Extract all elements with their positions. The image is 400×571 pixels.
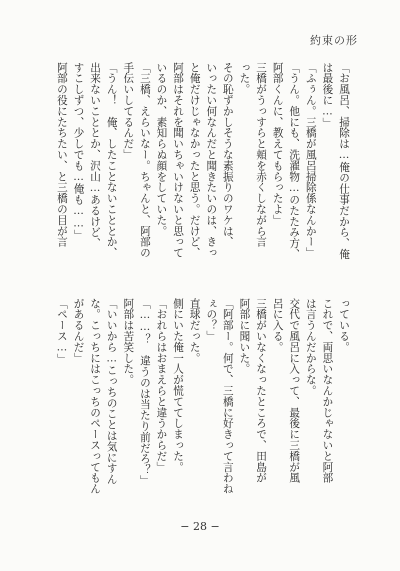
text-line: 三橋がうっすらと頬を赤くしながら言 [255,62,268,248]
page-number: − 28 − [180,520,220,533]
text-line: 三橋がいなくなったところで、田島が [255,298,268,484]
text-line: は最後に…」 [321,62,334,129]
text-line: 阿部は苦笑した。 [122,298,135,386]
body-text-lower [53,298,352,510]
text-line: 手伝いしてるんだ」 [122,62,135,161]
text-line: っている。 [338,298,350,353]
text-line: いったい何なんだと聞きたいのは、きっ [205,62,218,259]
text-line: ぇの？」 [205,298,218,342]
text-line: 呂に入る。 [271,298,284,353]
text-line: があるんだ」 [72,298,85,364]
text-line: 阿部はそれを聞いちゃいけないと思って [172,62,185,259]
text-line: いるのか、素知らぬ顔をしていた。 [155,62,168,237]
text-line: これで、両思いなんかじゃないと阿部 [321,298,334,484]
text-line: 交代で風呂に入って、最後に三橋が風 [288,298,301,484]
text-line: 「うん！ 俺、したことないこととか、 [105,62,118,259]
text-line: は言うんだからな。 [304,298,317,397]
text-line: と俺だけじゃなかったと思う。だけど、 [188,62,201,259]
running-head: 約束の形 [310,34,358,47]
text-line: 「阿部ー。何で、三橋に好きって言わね [221,298,234,495]
text-line: 「……？ 違うのは当たり前だろ？」 [138,298,151,487]
text-line: 側にいた俺一人が慌ててしまった。 [172,298,185,473]
text-line: 阿部くんに、教えてもらったよ」 [271,62,284,226]
text-line: 「うん。他にも、洗濯物…のたたみ方、 [288,62,301,260]
text-line: その恥ずかしそうな素振りのワケは、 [221,62,234,248]
text-line: 「ペース…」 [55,298,68,365]
text-line: った。 [238,62,251,95]
text-line: 「いいから…こっちのことは気にすん [105,298,118,485]
text-line: 出来ないこととか、沢山…あるけど、 [89,62,102,249]
text-line: 「ふぅん。三橋が風呂掃除係なんかー」 [304,62,317,259]
text-line: 「お風呂、掃除は…俺の仕事だから、俺 [338,62,350,260]
text-line: な。こっちにはこっちのペースってもん [89,298,102,495]
text-line: 阿部に聞いた。 [238,298,251,375]
text-line: 「おれらはおまえらと違うからだ」 [155,298,168,473]
text-line: 阿部の役にたちたい、と三橋の目が言 [55,62,68,248]
text-line: 直球だった。 [188,298,201,364]
text-line: 「三橋、えらいなー。ちゃんと、阿部の [138,62,151,259]
text-line: すこしずつ、少しでも…俺も……」 [72,62,85,241]
body-text-upper [53,62,352,274]
